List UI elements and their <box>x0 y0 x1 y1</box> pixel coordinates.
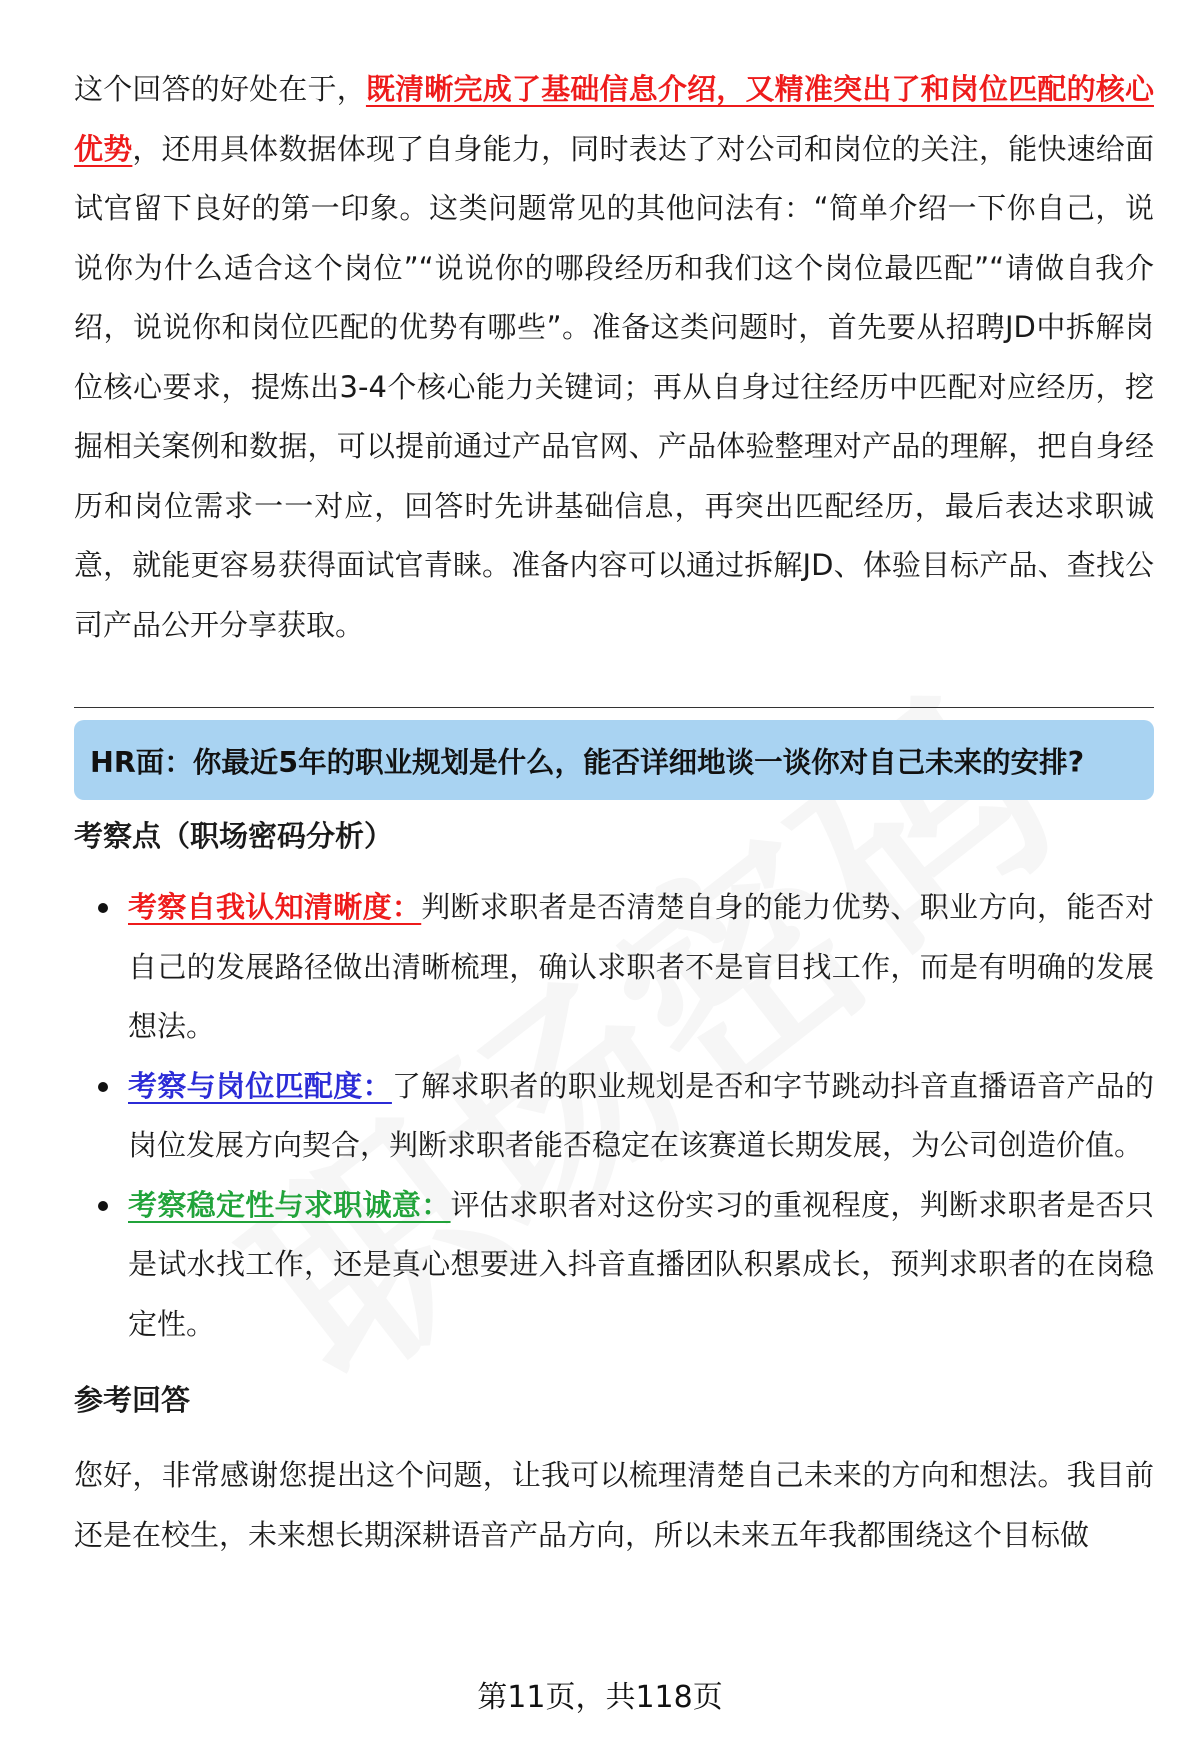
question-box <box>74 720 1154 800</box>
list-item <box>74 1057 1154 1176</box>
point-text: 判断求职者是否清楚自身的能力优势、职业方向，能否对自己的发展路径做出清晰梳理，确认求职者不是盲目找工作，而是有明确的发展想法。 <box>128 890 1154 1043</box>
points-list <box>74 878 1154 1354</box>
intro-lead: 这个回答的好处在于， <box>74 72 366 106</box>
intro-paragraph <box>74 60 1154 655</box>
list-item <box>74 1176 1154 1355</box>
section-divider <box>74 707 1154 708</box>
question-text: HR面：你最近5年的职业规划是什么，能否详细地谈一谈你对自己未来的安排? <box>90 745 1085 779</box>
point-label: 考察自我认知清晰度： <box>128 890 422 924</box>
point-text: 评估求职者对这份实习的重视程度，判断求职者是否只是试水找工作，还是真心想要进入抖音直播团队积累成长，预判求职者的在岗稳定性。 <box>128 1187 1154 1341</box>
page-footer: 第11页，共118页 <box>477 1680 723 1715</box>
intro-highlight: 既清晰完成了基础信息介绍，又精准突出了和岗位匹配的核心优势 <box>74 72 1154 166</box>
intro-rest: ，还用具体数据体现了自身能力，同时表达了对公司和岗位的关注，能快速给面试官留下良好的第一印象。这类问题常见的其他问法有：“简单介绍一下你自己，说说你为什么适合这个岗位”“说说你的哪段经历和我们这个岗位最匹配”“请做自我介绍，说说你和岗位匹配的优势有哪些”。准备这类问题时，首先要从招聘JD中拆解岗位核心要求，提炼出3-4个核心能力关键词；再从自身过往经历中匹配对应经历，挖掘相关案例和数据，可以提前通过产品官网、产品体验整理对产品的理解，把自身经历和岗位需求一一对应，回答时先讲基础信息，再突出匹配经历，最后表达求职诚意，就能更容易获得面试官青睐。准备内容可以通过拆解JD、体验目标产品、查找公司产品公开分享获取。 <box>74 131 1154 642</box>
list-item <box>74 878 1154 1057</box>
document-page <box>74 60 1154 1565</box>
point-label: 考察稳定性与求职诚意： <box>128 1187 451 1222</box>
point-label: 考察与岗位匹配度： <box>128 1068 392 1103</box>
points-heading: 考察点（职场密码分析） <box>74 819 394 853</box>
point-text: 了解求职者的职业规划是否和字节跳动抖音直播语音产品的岗位发展方向契合，判断求职者能否稳定在该赛道长期发展，为公司创造价值。 <box>128 1068 1154 1162</box>
answer-paragraph: 您好，非常感谢您提出这个问题，让我可以梳理清楚自己未来的方向和想法。我目前还是在校生，未来想长期深耕语音产品方向，所以未来五年我都围绕这个目标做 <box>74 1458 1154 1552</box>
bullet-dot <box>98 1201 108 1211</box>
bullet-dot <box>98 1082 108 1092</box>
answer-heading: 参考回答 <box>74 1383 191 1417</box>
bullet-dot <box>98 903 108 913</box>
